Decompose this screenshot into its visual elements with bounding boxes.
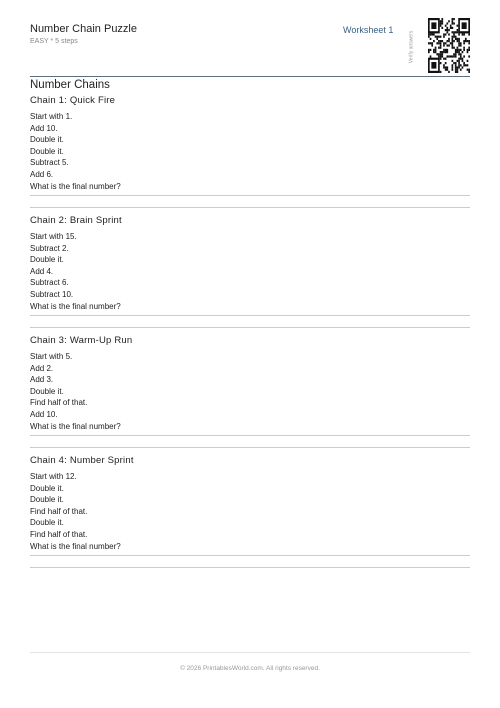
chain-step: Double it. <box>30 255 64 265</box>
verify-answers-label <box>408 18 423 74</box>
answer-line[interactable] <box>30 447 470 448</box>
chain-step: Subtract 5. <box>30 158 69 168</box>
verify-answers-text: Verify answers <box>408 30 415 64</box>
answer-line[interactable] <box>30 555 470 556</box>
difficulty-subtitle: EASY * 5 steps <box>30 38 78 45</box>
chain-step: Start with 12. <box>30 472 77 481</box>
footer-divider <box>30 652 470 653</box>
answer-line[interactable] <box>30 315 470 316</box>
chain-step: Subtract 2. <box>30 243 69 253</box>
answer-line[interactable] <box>30 207 470 208</box>
chain-step: Double it. <box>30 495 64 505</box>
chain-question: What is the final number? <box>30 181 121 191</box>
chain-step: Find half of that. <box>30 398 88 408</box>
chain-title: Chain 2: Brain Sprint <box>30 215 122 226</box>
chain-step: Add 10. <box>30 409 58 419</box>
answer-line[interactable] <box>30 435 470 436</box>
copyright-footer: © 2026 PrintablesWorld.com. All rights reserved. <box>180 665 320 672</box>
section-title: Number Chains <box>30 79 110 91</box>
chain-step: Find half of that. <box>30 529 88 539</box>
chain-question: What is the final number? <box>30 541 121 551</box>
chain-steps <box>30 471 470 552</box>
chain-step: Add 3. <box>30 375 54 385</box>
chain-step: Double it. <box>30 483 64 493</box>
chain-title: Chain 3: Warm-Up Run <box>30 335 133 346</box>
chain-step: Start with 5. <box>30 352 73 361</box>
chain-block <box>30 95 470 192</box>
chain-block <box>30 335 470 432</box>
header-divider <box>30 76 470 77</box>
answer-line[interactable] <box>30 567 470 568</box>
chain-question: What is the final number? <box>30 421 121 431</box>
chain-title: Chain 4: Number Sprint <box>30 455 134 466</box>
chain-step: Start with 15. <box>30 232 77 241</box>
chain-step: Subtract 10. <box>30 289 74 299</box>
chain-step: Double it. <box>30 146 64 156</box>
page-title: Number Chain Puzzle <box>30 23 137 35</box>
chain-steps <box>30 351 470 432</box>
answer-line[interactable] <box>30 195 470 196</box>
chain-step: Double it. <box>30 386 64 396</box>
chain-question: What is the final number? <box>30 301 121 311</box>
page-header <box>30 18 470 78</box>
chain-block <box>30 455 470 552</box>
chain-step: Double it. <box>30 135 64 145</box>
answer-line[interactable] <box>30 327 470 328</box>
chain-block <box>30 215 470 312</box>
chain-step: Add 2. <box>30 363 54 373</box>
chain-step: Start with 1. <box>30 112 73 121</box>
chain-step: Add 6. <box>30 169 54 179</box>
chain-step: Find half of that. <box>30 506 88 516</box>
chain-step: Add 4. <box>30 266 54 276</box>
qr-code-icon[interactable] <box>428 18 470 73</box>
chain-steps <box>30 111 470 192</box>
worksheet-label: Worksheet 1 <box>343 25 394 35</box>
chain-step: Double it. <box>30 518 64 528</box>
chain-steps <box>30 231 470 312</box>
chain-title: Chain 1: Quick Fire <box>30 95 116 106</box>
chain-step: Subtract 6. <box>30 278 69 288</box>
chain-step: Add 10. <box>30 123 58 133</box>
